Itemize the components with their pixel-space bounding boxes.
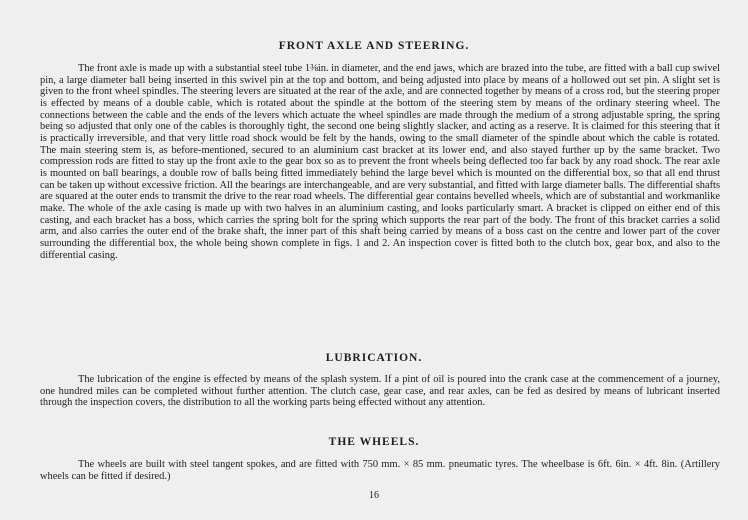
- paragraph-wheels: The wheels are built with steel tangent spokes, and are fitted with 750 mm. × 85 mm. pneumatic tyres. The wheelbase is 6ft. 6in. × 4ft. 8in. (Artillery wheels can be fitted if desired.): [40, 459, 720, 482]
- paragraph-front-axle: The front axle is made up with a substantial steel tube 1⅜in. in diameter, and the end jaws, which are brazed into the tube, are fitted with a ball cup swivel pin, a large diameter ball being inserted in this swivel pin at the top and bottom, and being adjusted into place by means of a hollowed out set pin. A slight set is given to the front wheel spindles. The steering levers are situated at the rear of the axle, and are connected together by means of a cross rod, but the steering proper is effected by means of a double cable, which is rotated about the spindle at the bottom of the steering stem by means of the ordinary steering wheel. The connections between the cable and the ends of the levers which actuate the wheel spindles are made through the medium of a strong adjustable spring, the spring being so adjusted that only one of the cables is thoroughly tight, the second one being slightly slacker, and acting as a reserve. It is claimed for this steering that it is practically irreversible, and that very little road shock would be felt by the hands, owing to the small diameter of the spindle about which the cable is rotated. The main steering stem is, as before-mentioned, secured to an aluminium cast bracket at its lower end, and also stayed further up by the same bracket. Two compression rods are fitted to stay up the front axle to the gear box so as to prevent the front wheels being deflected too far back by any road shock. The rear axle is mounted on ball bearings, a double row of balls being fitted immediately behind the large bevel which is mounted on the differential box, so that all end thrust can be taken up without excessive friction. All the bearings are interchangeable, and are very substantial, and fitted with large diameter balls. The differential shafts are squared at the outer ends to transmit the drive to the rear road wheels. The differential gear contains bevelled wheels, which are of substantial and workmanlike make. The whole of the axle casing is made up with two halves in an aluminium casting, and looks particularly smart. A bracket is clipped on either end of this casting, and each bracket has a boss, which carries the spring bolt for the spring which supports the rear part of the body. The front of this bracket carries a solid arm, and also carries the outer end of the brake shaft, the inner part of this shaft being carried by means of a boss cast on the centre and lower part of the cover surrounding the differential box, the whole being shown complete in figs. 1 and 2. An inspection cover is fitted both to the clutch box, gear box, and also to the differential casing.: [40, 63, 720, 261]
- paragraph-lubrication: The lubrication of the engine is effected by means of the splash system. If a pint of oil is poured into the crank case at the commencement of a journey, one hundred miles can be completed without further attention. The clutch case, gear case, and rear axles, can be fed as desired by means of lubricant inserted through the inspection covers, the distribution to all the working parts being effected without any attention.: [40, 374, 720, 409]
- section-heading-lubrication: LUBRICATION.: [325, 352, 423, 364]
- page-number: 16: [369, 490, 379, 501]
- section-heading-wheels: THE WHEELS.: [328, 436, 420, 448]
- section-heading-front-axle: FRONT AXLE AND STEERING.: [278, 40, 470, 52]
